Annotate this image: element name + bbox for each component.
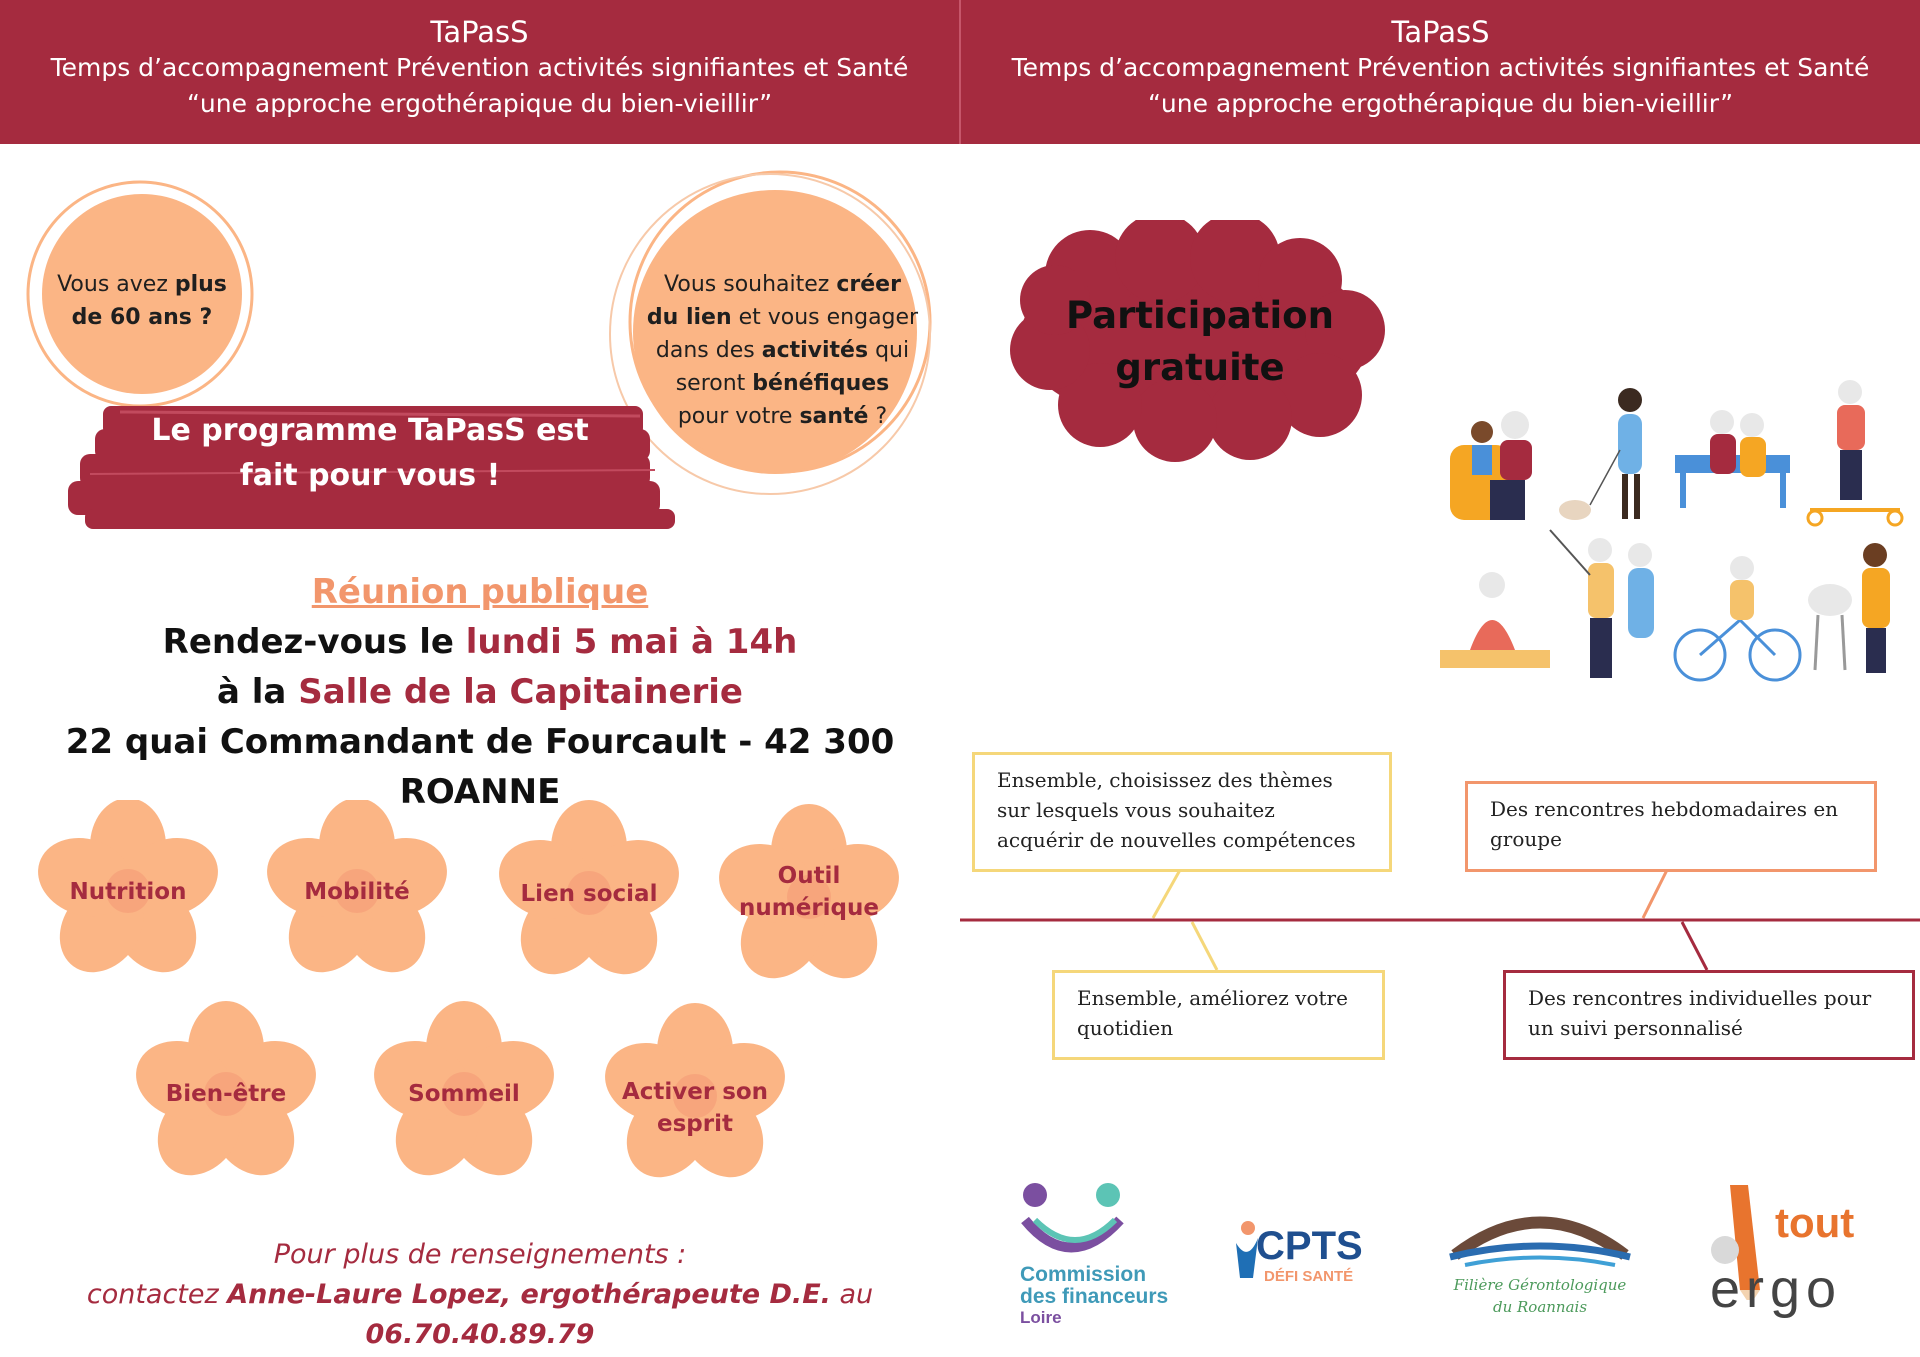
flower-label-mobilite (277, 876, 437, 908)
flower-label-line: Lien social (520, 881, 658, 907)
box-improve-daily: Ensemble, améliorez votre quotidien (1052, 970, 1385, 1060)
text-fragment: seront (675, 371, 753, 396)
cloud-line: Participation (1066, 294, 1334, 337)
selfie-couple-figure (1550, 530, 1654, 678)
program-tagline (110, 408, 630, 498)
connector (1153, 870, 1180, 918)
seniors-illustration (1430, 370, 1910, 700)
participation-cloud-text (1030, 290, 1370, 394)
header-banner-left (0, 0, 959, 144)
program-line: fait pour vous ! (239, 458, 501, 493)
text-fragment: pour votre (677, 404, 800, 429)
logo-cpts (1228, 1210, 1388, 1310)
logo-cpts-sub: DÉFI SANTÉ (1264, 1268, 1354, 1285)
logo-commission-financeurs (1020, 1180, 1180, 1330)
logo-filiere-line1: Filière Gérontologique (1453, 1276, 1627, 1294)
contact-block (0, 1235, 960, 1355)
cloud-line: gratuite (1115, 346, 1285, 389)
flower-label-line: Activer son (621, 1079, 769, 1105)
logo-cpts-title: CPTS (1256, 1224, 1363, 1268)
contact-phone[interactable]: 06.70.40.89.79 (365, 1319, 595, 1350)
bubble-link-text (640, 268, 925, 433)
text-bold: créer (836, 272, 901, 297)
text-fragment: au (830, 1279, 874, 1310)
filiere-bridge-icon (1445, 1195, 1635, 1270)
flower-label-activer-esprit (605, 1076, 785, 1140)
connector (1643, 870, 1667, 918)
text-fragment: Rendez-vous le (162, 622, 466, 662)
flower-label-outil-numerique (729, 860, 889, 924)
text-bold: bénéfiques (752, 371, 890, 396)
header-tagline: “une approche ergothérapique du bien-vieillir” (186, 89, 773, 118)
flower-label-line: Nutrition (69, 879, 187, 905)
header-title: TaPasS (430, 15, 529, 49)
flower-label-line: esprit (657, 1111, 733, 1137)
flower-label-line: numérique (739, 895, 879, 921)
header-title: TaPasS (1391, 15, 1490, 49)
logo-cdf-line3: Loire (1020, 1308, 1062, 1327)
bubble-age-text-bold: de 60 ans ? (71, 305, 213, 330)
meeting-date (0, 617, 960, 667)
logo-atout-bottom: ergo (1710, 1259, 1843, 1319)
text-fragment: à la (216, 672, 299, 712)
bubble-age-text-bold: plus (174, 272, 227, 297)
contact-line (0, 1275, 960, 1355)
commission-financeurs-icon (1020, 1180, 1140, 1260)
text-fragment: dans des (655, 338, 762, 363)
connector (1192, 922, 1217, 970)
flower-label-lien-social (509, 878, 669, 910)
header-subtitle: Temps d’accompagnement Prévention activités signifiantes et Santé (1011, 53, 1870, 82)
flower-label-line: Sommeil (408, 1081, 520, 1107)
box-weekly-meetings: Des rencontres hebdomadaires en groupe (1465, 781, 1877, 872)
flower-label-line: Bien-être (165, 1081, 287, 1107)
meeting-address: 22 quai Commandant de Fourcault - 42 300 ROANNE (65, 722, 895, 812)
text-bold: santé (799, 404, 869, 429)
meeting-date-value: lundi 5 mai à 14h (465, 622, 798, 662)
flower-label-nutrition (48, 876, 208, 908)
logo-filiere-gerontologique (1445, 1195, 1635, 1325)
couple-on-bench-figure (1675, 410, 1790, 508)
contact-intro: Pour plus de renseignements : (273, 1239, 687, 1270)
senior-barbecue-figure (1808, 543, 1890, 673)
flower-label-sommeil (384, 1078, 544, 1110)
bubble-age-text (42, 268, 242, 334)
logo-filiere-line2: du Roannais (1492, 1298, 1588, 1316)
connector (1682, 922, 1707, 970)
logo-cdf-line2: des financeurs (1020, 1285, 1169, 1308)
box-choose-themes: Ensemble, choisissez des thèmes sur lesquels vous souhaitez acquérir de nouvelles compétences (972, 752, 1392, 872)
flower-label-bien-etre (146, 1078, 306, 1110)
meeting-place-value: Salle de la Capitainerie (298, 672, 743, 712)
senior-walking-dog-figure (1559, 388, 1642, 520)
senior-cyclist-figure (1675, 556, 1800, 680)
senior-scooter-figure (1808, 380, 1902, 525)
text-fragment: ? (868, 404, 888, 429)
meeting-title: Réunion publique (311, 572, 649, 612)
flower-label-line: Outil (777, 863, 841, 889)
senior-reading-figure (1450, 411, 1532, 520)
text-fragment: qui (868, 338, 910, 363)
text-fragment: contactez (86, 1279, 228, 1310)
flower-label-line: Mobilité (304, 879, 410, 905)
header-tagline: “une approche ergothérapique du bien-vieillir” (1147, 89, 1734, 118)
bubble-age-text-pre: Vous avez (57, 272, 175, 297)
logo-cdf-line1: Commission (1020, 1263, 1147, 1286)
text-bold: du lien (646, 305, 732, 330)
contact-name: Anne-Laure Lopez, ergothérapeute D.E. (227, 1279, 831, 1310)
text-fragment: Vous souhaitez (664, 272, 837, 297)
program-line: Le programme TaPasS est (151, 413, 589, 448)
header-banner-right (961, 0, 1920, 144)
text-bold: activités (761, 338, 869, 363)
public-meeting (0, 567, 960, 817)
header-subtitle: Temps d’accompagnement Prévention activités signifiantes et Santé (50, 53, 909, 82)
box-individual-meetings: Des rencontres individuelles pour un suivi personnalisé (1503, 970, 1915, 1060)
logo-atout-top: tout (1775, 1199, 1855, 1246)
senior-meditation-figure (1440, 572, 1550, 668)
logo-atout-ergo (1700, 1180, 1890, 1330)
meeting-place (0, 667, 960, 717)
text-fragment: et vous engager (731, 305, 919, 330)
